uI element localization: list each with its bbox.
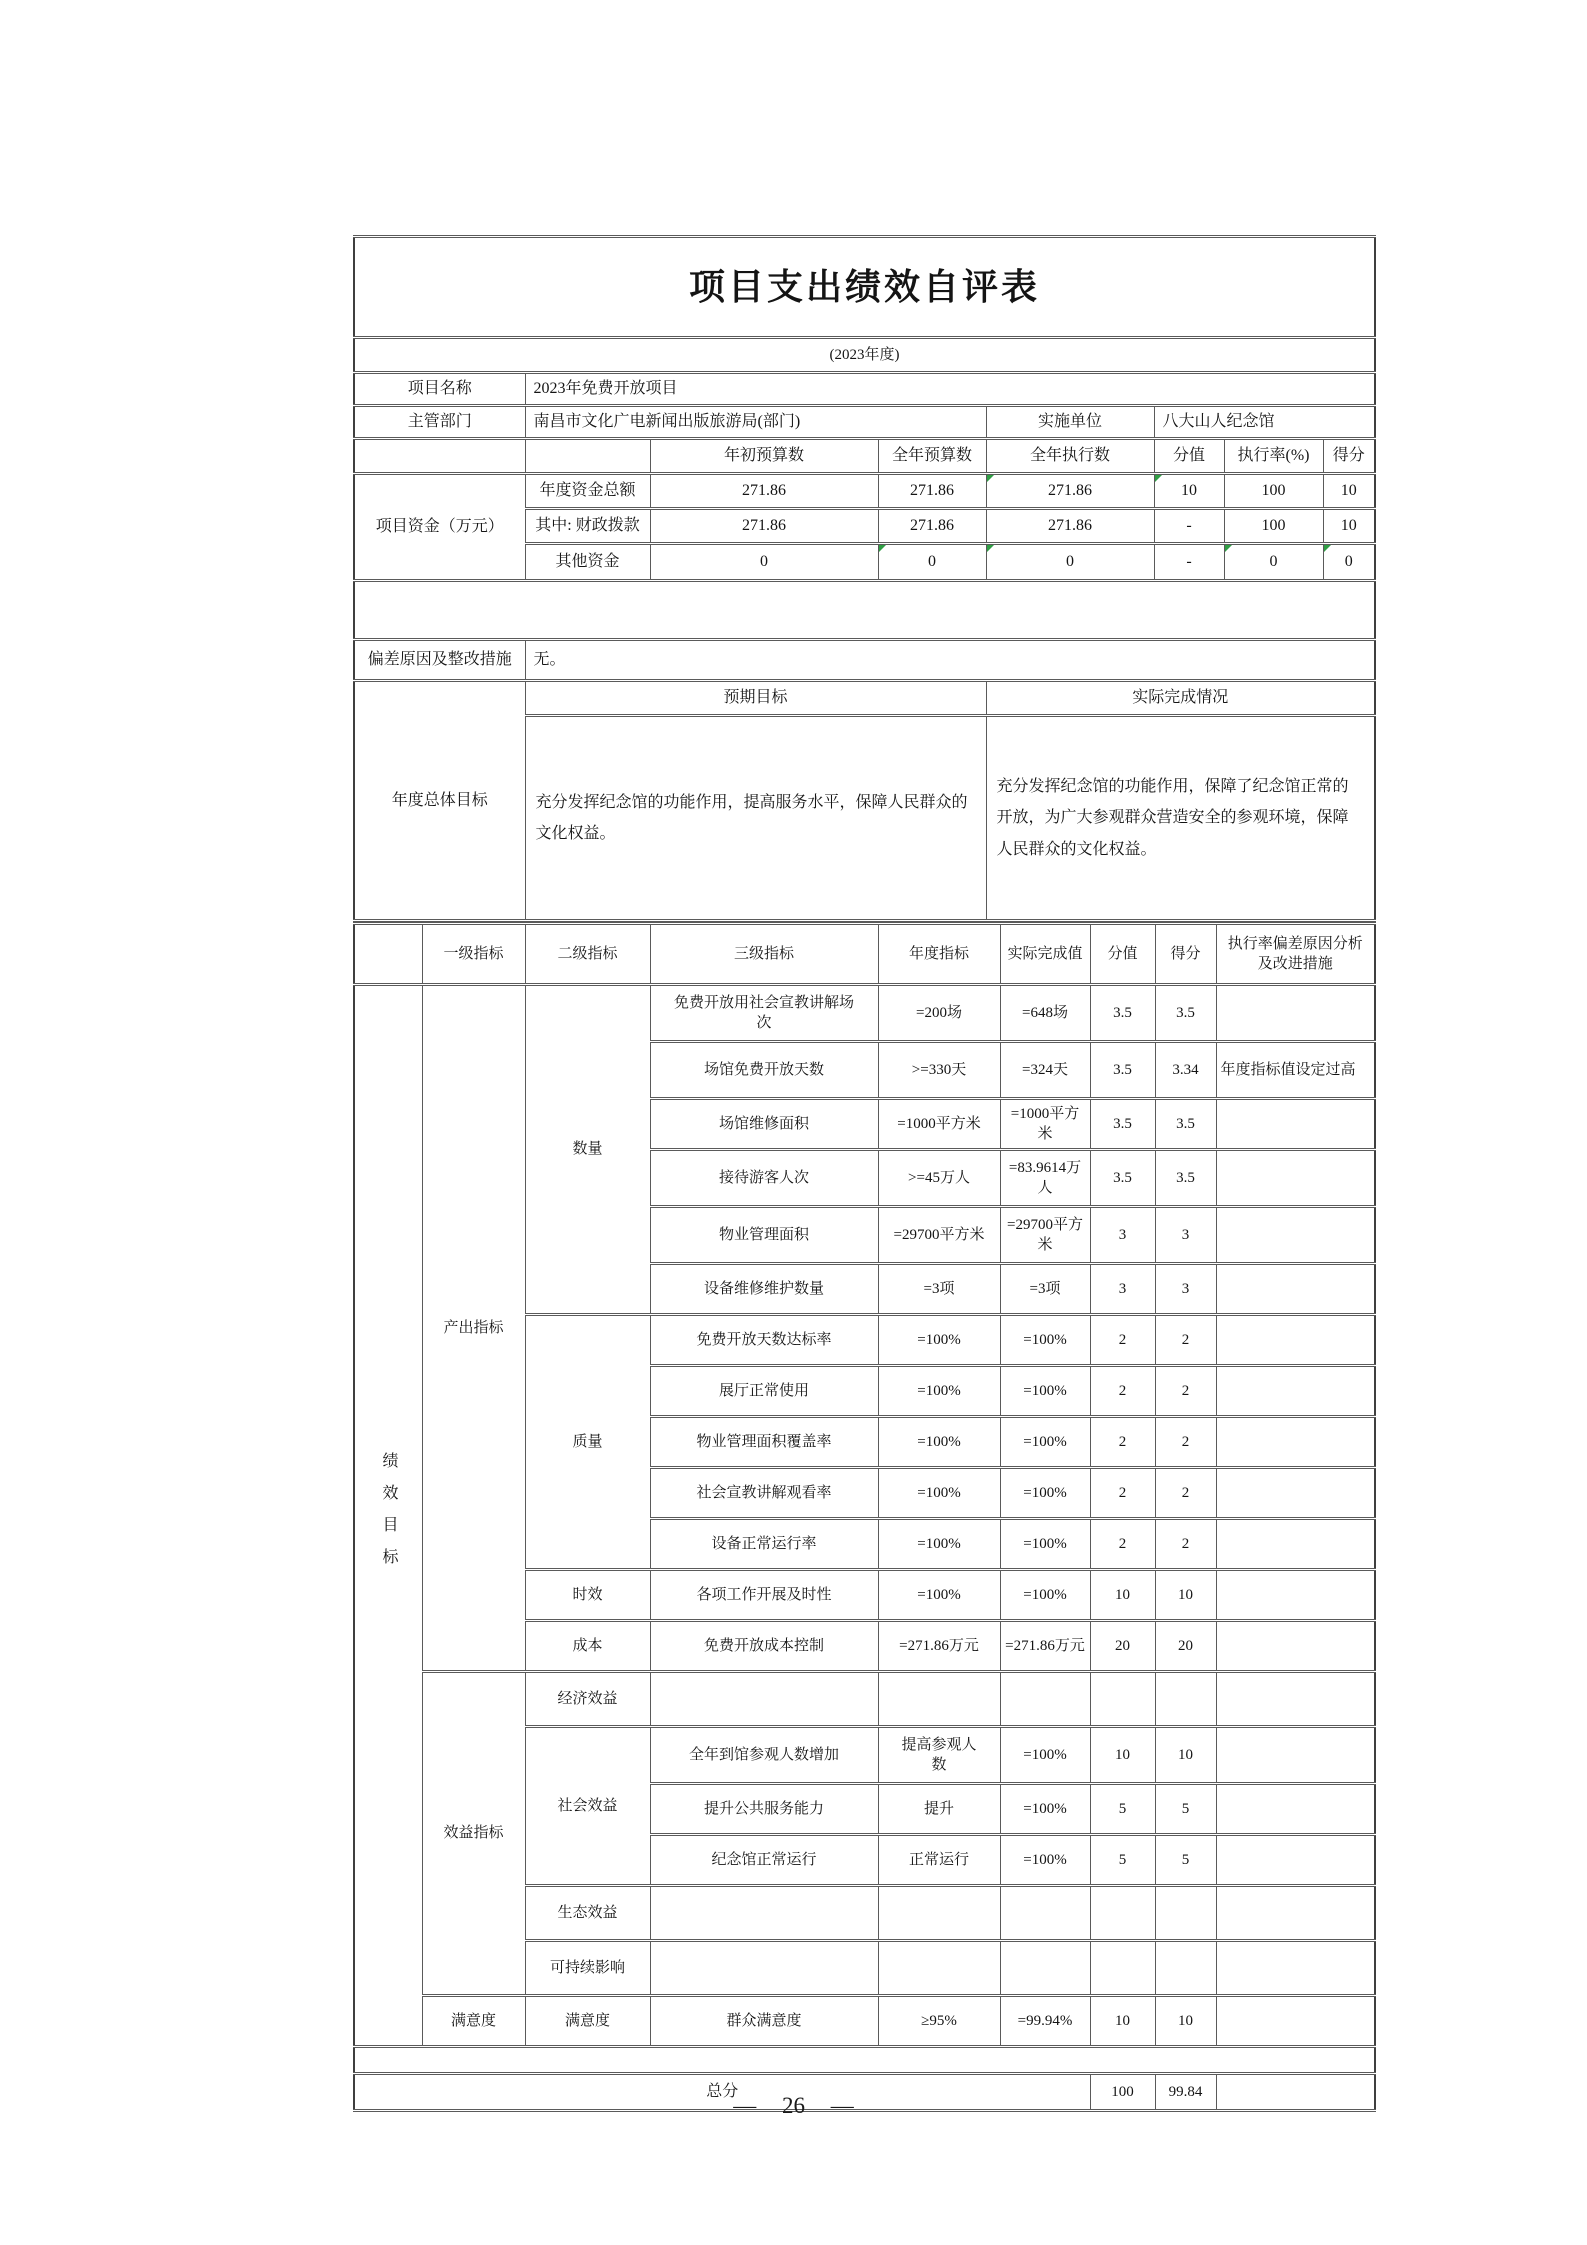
cell-l3 [650, 1886, 878, 1941]
cell-max: 2 [1090, 1366, 1155, 1417]
cell-actual: =100% [1000, 1417, 1090, 1468]
cell-l3: 物业管理面积 [650, 1207, 878, 1264]
cell-score: 2 [1155, 1366, 1216, 1417]
cell-l2: 满意度 [525, 1996, 650, 2047]
cell-max: 2 [1090, 1315, 1155, 1366]
cell-max: 5 [1090, 1835, 1155, 1886]
deviation-row [354, 640, 1375, 681]
implementing-unit-value: 八大山人纪念馆 [1154, 406, 1375, 439]
indicators-table [353, 922, 1376, 2112]
cell-l3: 全年到馆参观人数增加 [650, 1727, 878, 1784]
funding-header-annual-budget: 全年预算数 [878, 439, 986, 474]
funding-row-label: 项目资金（万元） [354, 474, 525, 581]
cell-max [1090, 1941, 1155, 1996]
cell-actual [1000, 1886, 1090, 1941]
indicator-header-l3: 三级指标 [650, 924, 878, 985]
cell-remark [1216, 1727, 1375, 1784]
cell-l3: 设备维修维护数量 [650, 1264, 878, 1315]
cell-actual: =99.94% [1000, 1996, 1090, 2047]
cell-max [1090, 1672, 1155, 1727]
cell-target: =271.86万元 [878, 1621, 1000, 1672]
cell-actual: =100% [1000, 1835, 1090, 1886]
cell-target [878, 1672, 1000, 1727]
cell-remark [1216, 1886, 1375, 1941]
cell-l1: 效益指标 [422, 1672, 525, 1996]
indicator-header-remark: 执行率偏差原因分析及改进措施 [1216, 924, 1375, 985]
cell-target: =3项 [878, 1264, 1000, 1315]
total-score-value: 99.84 [1155, 2074, 1216, 2111]
cell-executed: 0 [986, 544, 1154, 581]
cell-actual: =100% [1000, 1570, 1090, 1621]
cell-actual: =1000平方米 [1000, 1099, 1090, 1150]
cell-target: 提升 [878, 1784, 1000, 1835]
spacer-row [354, 2047, 1375, 2074]
cell-score: 10 [1323, 474, 1375, 509]
cell-l2: 生态效益 [525, 1886, 650, 1941]
performance-goal-side-label [354, 985, 422, 2047]
cell-l3: 提升公共服务能力 [650, 1784, 878, 1835]
page-title: 项目支出绩效自评表 [354, 237, 1375, 338]
indicator-header-max: 分值 [1090, 924, 1155, 985]
cell-actual: =100% [1000, 1727, 1090, 1784]
cell-max: 2 [1090, 1519, 1155, 1570]
cell-target: =100% [878, 1468, 1000, 1519]
total-score-max: 100 [1090, 2074, 1155, 2111]
expected-goal-header: 预期目标 [525, 681, 986, 716]
cell-actual: =100% [1000, 1366, 1090, 1417]
cell-score: 2 [1155, 1519, 1216, 1570]
cell-l2: 成本 [525, 1621, 650, 1672]
funding-sub-label: 年度资金总额 [525, 474, 650, 509]
funding-header-score: 得分 [1323, 439, 1375, 474]
implementing-unit-label: 实施单位 [986, 406, 1154, 439]
cell-l2: 经济效益 [525, 1672, 650, 1727]
year-subtitle: (2023年度) [354, 338, 1375, 373]
cell-actual: =100% [1000, 1784, 1090, 1835]
cell-score [1155, 1672, 1216, 1727]
cell-actual: =29700平方米 [1000, 1207, 1090, 1264]
department-row [354, 406, 1375, 439]
cell-score [1155, 1886, 1216, 1941]
deviation-label: 偏差原因及整改措施 [354, 640, 525, 681]
cell-max: 10 [1090, 1996, 1155, 2047]
cell-executed: 271.86 [986, 509, 1154, 544]
cell-remark [1216, 1570, 1375, 1621]
cell-points: - [1154, 544, 1224, 581]
cell-target: >=45万人 [878, 1150, 1000, 1207]
spacer-cell [354, 581, 1375, 640]
total-score-label: 总分 [354, 2074, 1090, 2111]
indicator-row [354, 1996, 1375, 2047]
cell-remark [1216, 1099, 1375, 1150]
cell-remark [1216, 1468, 1375, 1519]
cell-l2: 可持续影响 [525, 1941, 650, 1996]
actual-completion-header: 实际完成情况 [986, 681, 1375, 716]
cell-score: 3 [1155, 1207, 1216, 1264]
cell-l3: 设备正常运行率 [650, 1519, 878, 1570]
cell-score: 10 [1155, 1996, 1216, 2047]
cell-score: 3.5 [1155, 1150, 1216, 1207]
cell-l2: 社会效益 [525, 1727, 650, 1886]
funding-header-row [354, 439, 1375, 474]
cell-max: 3 [1090, 1207, 1155, 1264]
cell-remark [1216, 985, 1375, 1042]
department-label: 主管部门 [354, 406, 525, 439]
cell-max: 10 [1090, 1727, 1155, 1784]
deviation-value: 无。 [525, 640, 1375, 681]
indicator-header-corner [354, 924, 422, 985]
project-name-value: 2023年免费开放项目 [525, 373, 1375, 406]
cell-initial-budget: 271.86 [650, 509, 878, 544]
cell-executed: 271.86 [986, 474, 1154, 509]
cell-score: 2 [1155, 1315, 1216, 1366]
cell-max: 5 [1090, 1784, 1155, 1835]
funding-header-points: 分值 [1154, 439, 1224, 474]
cell-remark [1216, 1941, 1375, 1996]
department-value: 南昌市文化广电新闻出版旅游局(部门) [525, 406, 986, 439]
cell-l2: 质量 [525, 1315, 650, 1570]
cell-max: 3.5 [1090, 1150, 1155, 1207]
cell-execution-rate: 0 [1224, 544, 1323, 581]
cell-points: - [1154, 509, 1224, 544]
funding-header-executed: 全年执行数 [986, 439, 1154, 474]
goals-header-row [354, 681, 1375, 716]
cell-l3: 各项工作开展及时性 [650, 1570, 878, 1621]
cell-l3 [650, 1672, 878, 1727]
cell-remark [1216, 1996, 1375, 2047]
cell-remark [1216, 1366, 1375, 1417]
cell-actual [1000, 1672, 1090, 1727]
cell-l3: 展厅正常使用 [650, 1366, 878, 1417]
funding-header-execution-rate: 执行率(%) [1224, 439, 1323, 474]
cell-l1: 产出指标 [422, 985, 525, 1672]
cell-execution-rate: 100 [1224, 474, 1323, 509]
cell-score: 0 [1323, 544, 1375, 581]
cell-remark [1216, 1621, 1375, 1672]
goals-row-label: 年度总体目标 [354, 681, 525, 921]
cell-target [878, 1941, 1000, 1996]
cell-l3: 纪念馆正常运行 [650, 1835, 878, 1886]
self-evaluation-form [353, 235, 1374, 2112]
cell-l3: 群众满意度 [650, 1996, 878, 2047]
cell-remark [1216, 1784, 1375, 1835]
cell-remark [1216, 1835, 1375, 1886]
cell-remark [1216, 1315, 1375, 1366]
cell-max: 2 [1090, 1468, 1155, 1519]
cell-remark [1216, 1207, 1375, 1264]
cell-remark: 年度指标值设定过高 [1216, 1042, 1375, 1099]
cell-score: 10 [1323, 509, 1375, 544]
page-number: — 26 — [733, 2093, 854, 2118]
cell-score: 3.34 [1155, 1042, 1216, 1099]
cell-score: 10 [1155, 1570, 1216, 1621]
indicator-header-actual: 实际完成值 [1000, 924, 1090, 985]
indicator-header-target: 年度指标 [878, 924, 1000, 985]
cell-l3: 场馆维修面积 [650, 1099, 878, 1150]
cell-target [878, 1727, 1000, 1784]
cell-l3: 接待游客人次 [650, 1150, 878, 1207]
cell-initial-budget: 271.86 [650, 474, 878, 509]
project-name-row [354, 373, 1375, 406]
cell-l3: 免费开放成本控制 [650, 1621, 878, 1672]
indicator-header-l1: 一级指标 [422, 924, 525, 985]
cell-score: 3.5 [1155, 1099, 1216, 1150]
cell-max: 20 [1090, 1621, 1155, 1672]
cell-annual-budget: 0 [878, 544, 986, 581]
indicator-row [354, 1672, 1375, 1727]
cell-annual-budget: 271.86 [878, 509, 986, 544]
cell-target: =100% [878, 1570, 1000, 1621]
cell-target-text: 提高参观人数 [901, 1736, 977, 1773]
cell-target: =100% [878, 1366, 1000, 1417]
cell-score: 5 [1155, 1784, 1216, 1835]
header-and-funding-table [353, 235, 1376, 922]
cell-target [878, 1886, 1000, 1941]
cell-target: >=330天 [878, 1042, 1000, 1099]
project-name-label: 项目名称 [354, 373, 525, 406]
cell-score: 2 [1155, 1468, 1216, 1519]
funding-header-initial-budget: 年初预算数 [650, 439, 878, 474]
cell-max: 10 [1090, 1570, 1155, 1621]
cell-score: 3.5 [1155, 985, 1216, 1042]
cell-actual: =100% [1000, 1519, 1090, 1570]
cell-target: ≥95% [878, 1996, 1000, 2047]
cell-target: 正常运行 [878, 1835, 1000, 1886]
cell-max: 3.5 [1090, 1042, 1155, 1099]
cell-remark [1216, 1417, 1375, 1468]
spacer-cell [354, 2047, 1375, 2074]
cell-initial-budget: 0 [650, 544, 878, 581]
cell-l2: 数量 [525, 985, 650, 1315]
indicator-row [354, 985, 1375, 1042]
cell-target: =100% [878, 1315, 1000, 1366]
cell-actual: =3项 [1000, 1264, 1090, 1315]
cell-actual: =83.9614万人 [1000, 1150, 1090, 1207]
funding-sub-label: 其中: 财政拨款 [525, 509, 650, 544]
cell-max: 3.5 [1090, 985, 1155, 1042]
indicator-header-row [354, 924, 1375, 985]
title-row [354, 237, 1375, 338]
cell-score: 5 [1155, 1835, 1216, 1886]
spacer-row [354, 581, 1375, 640]
cell-max: 2 [1090, 1417, 1155, 1468]
cell-max: 3 [1090, 1264, 1155, 1315]
performance-goal-vertical-text: 绩效目标 [380, 1451, 398, 1580]
cell-l1: 满意度 [422, 1996, 525, 2047]
cell-l3: 免费开放天数达标率 [650, 1315, 878, 1366]
cell-score: 20 [1155, 1621, 1216, 1672]
cell-target: =100% [878, 1519, 1000, 1570]
funding-header-empty-2 [525, 439, 650, 474]
cell-execution-rate: 100 [1224, 509, 1323, 544]
cell-score [1155, 1941, 1216, 1996]
cell-score: 2 [1155, 1417, 1216, 1468]
funding-row-total [354, 474, 1375, 509]
cell-actual: =324天 [1000, 1042, 1090, 1099]
cell-l3 [650, 1941, 878, 1996]
cell-l3: 社会宣教讲解观看率 [650, 1468, 878, 1519]
indicator-header-score: 得分 [1155, 924, 1216, 985]
actual-completion-text: 充分发挥纪念馆的功能作用，保障了纪念馆正常的开放，为广大参观群众营造安全的参观环境，保障人民群众的文化权益。 [986, 716, 1375, 921]
cell-annual-budget: 271.86 [878, 474, 986, 509]
cell-target: =1000平方米 [878, 1099, 1000, 1150]
cell-actual: =100% [1000, 1468, 1090, 1519]
cell-target: =100% [878, 1417, 1000, 1468]
cell-l3: 物业管理面积覆盖率 [650, 1417, 878, 1468]
cell-actual: =271.86万元 [1000, 1621, 1090, 1672]
funding-header-empty-1 [354, 439, 525, 474]
indicator-header-l2: 二级指标 [525, 924, 650, 985]
cell-remark [1216, 1264, 1375, 1315]
cell-target: =29700平方米 [878, 1207, 1000, 1264]
cell-target: =200场 [878, 985, 1000, 1042]
cell-actual: =100% [1000, 1315, 1090, 1366]
expected-goal-text: 充分发挥纪念馆的功能作用，提高服务水平，保障人民群众的文化权益。 [525, 716, 986, 921]
cell-score: 10 [1155, 1727, 1216, 1784]
cell-max [1090, 1886, 1155, 1941]
cell-remark [1216, 1672, 1375, 1727]
cell-l3: 免费开放用社会宣教讲解场次 [650, 985, 878, 1042]
cell-l2: 时效 [525, 1570, 650, 1621]
subtitle-row [354, 338, 1375, 373]
cell-max: 3.5 [1090, 1099, 1155, 1150]
cell-remark [1216, 1150, 1375, 1207]
cell-l3: 场馆免费开放天数 [650, 1042, 878, 1099]
cell-actual: =648场 [1000, 985, 1090, 1042]
cell-score: 3 [1155, 1264, 1216, 1315]
cell-actual [1000, 1941, 1090, 1996]
cell-remark [1216, 1519, 1375, 1570]
funding-sub-label: 其他资金 [525, 544, 650, 581]
cell-points: 10 [1154, 474, 1224, 509]
